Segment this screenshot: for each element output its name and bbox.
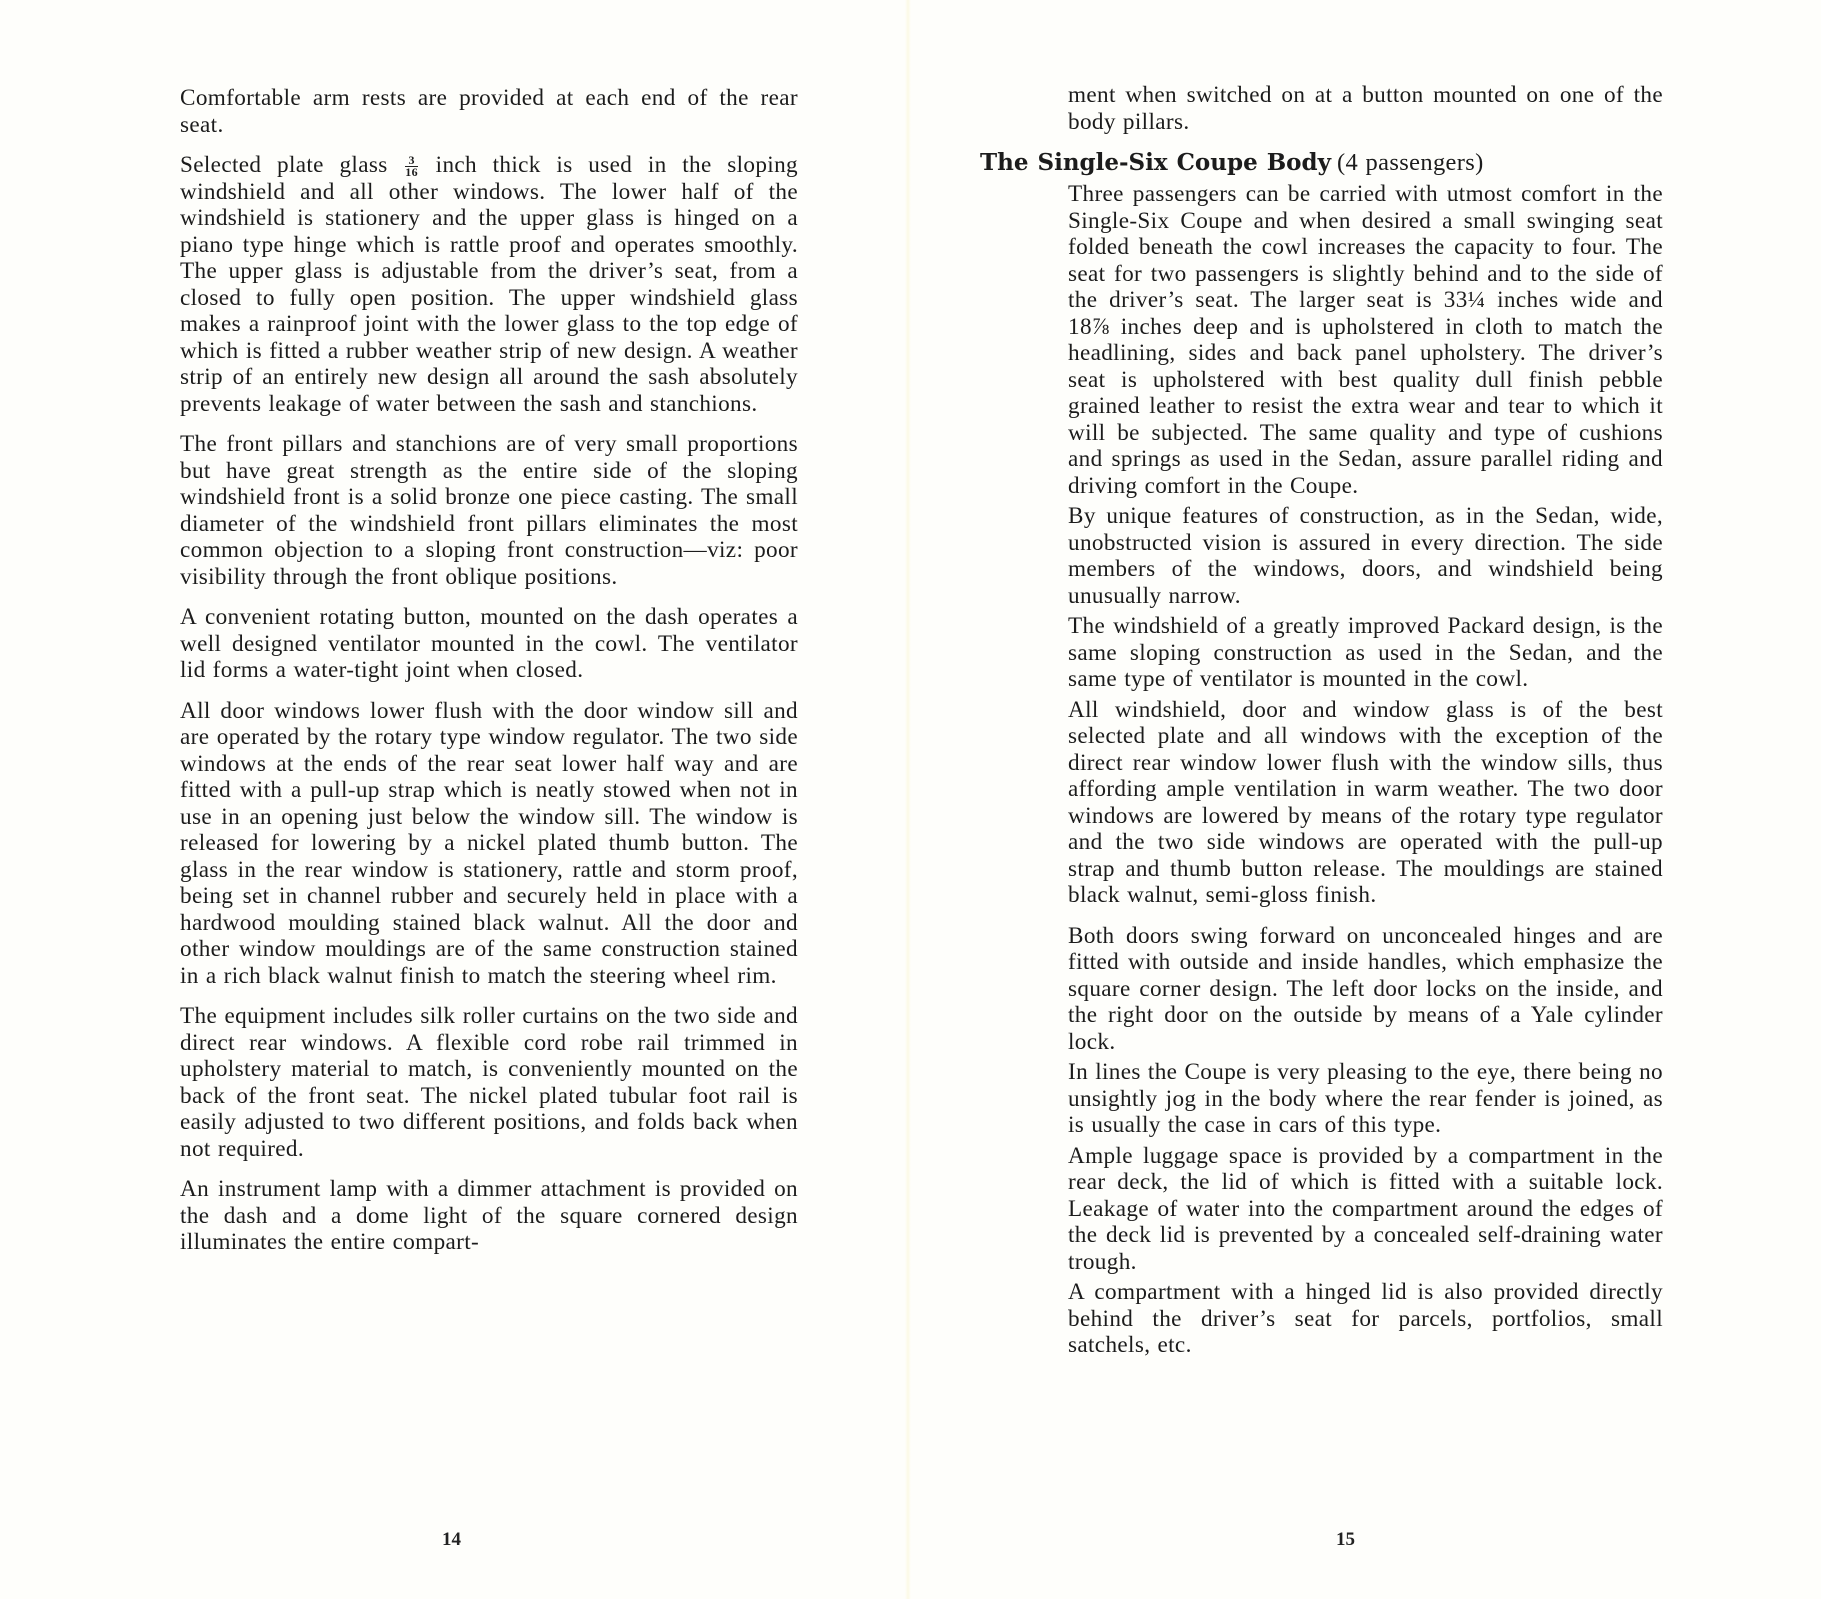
paragraph-plate-glass (180, 152, 798, 417)
paragraph-ventilator: A convenient rotating button, mounted on the dash operates a well designed ventilator mounted in the cowl. The ventilator lid forms a water-tight joint when closed. (180, 604, 798, 683)
paragraph-plate-glass-lead: Selected plate glass (180, 152, 388, 178)
paragraph-front-pillars: The front pillars and stanchions are of very small proportions but have great strength as the entire side of the sloping windshield front is a solid bronze one piece casting. The small diameter of the windshield front pillars eliminates the most common objection to a sloping front construction—viz: poor visibility through the front oblique positions. (180, 431, 798, 590)
fraction-denominator: 16 (405, 165, 418, 180)
paragraph-windshield: The windshield of a greatly improved Packard design, is the same sloping construction as used in the Sedan, and the same type of ventilator is mounted in the cowl. (1068, 613, 1663, 692)
page-15-text-column (980, 82, 1663, 1363)
paragraph-vision: By unique features of construction, as in the Sedan, wide, unobstructed vision is assured in every direction. The side members of the windows, doors, and windshield being unusually narrow. (1068, 503, 1663, 609)
paragraph-door-windows: All door windows lower flush with the door window sill and are operated by the rotary type window regulator. The two side windows at the ends of the rear seat lower half way and are fitted with a pull-up strap which is neatly stowed when not in use in an opening just below the window sill. The window is released for lowering by a nickel plated thumb button. The glass in the rear window is stationery, rattle and storm proof, being set in channel rubber and securely held in place with a hardwood moulding stained black walnut. All the door and other window mouldings are of the same construction stained in a rich black walnut finish to match the steering wheel rim. (180, 697, 798, 989)
paragraph-equipment: The equipment includes silk roller curtains on the two side and direct rear windows. A flexible cord robe rail trimmed in upholstery material to match, is conveniently mounted on the back of the front seat. The nickel plated tubular foot rail is easily adjusted to two different positions, and folds back when not required. (180, 1003, 798, 1162)
paragraph-instrument-lamp: An instrument lamp with a dimmer attachment is provided on the dash and a dome light of the square cornered design illuminates the entire compart- (180, 1176, 798, 1255)
page-14 (0, 0, 905, 1599)
page-15 (911, 0, 1821, 1599)
section-heading (980, 149, 1663, 177)
section-subtitle: (4 passengers) (1336, 149, 1484, 176)
paragraph-passengers: Three passengers can be carried with utmost comfort in the Single-Six Coupe and when desired a small swinging seat folded beneath the cowl increases the capacity to four. The seat for two passengers is slightly behind and to the side of the driver’s seat. The larger seat is 33¼ inches wide and 18⅞ inches deep and is upholstered in cloth to match the headlining, sides and back panel upholstery. The driver’s seat is upholstered with best quality dull finish pebble grained leather to resist the extra wear and tear to which it will be subjected. The same quality and type of cushions and springs as used in the Sedan, assure parallel riding and driving comfort in the Coupe. (1068, 181, 1663, 499)
paragraph-luggage: Ample luggage space is provided by a compartment in the rear deck, the lid of which is fitted with a suitable lock. Leakage of water into the compartment around the edges of the deck lid is prevented by a concealed self-draining water trough. (1068, 1142, 1663, 1275)
fraction-numerator: 3 (405, 155, 418, 167)
paragraph-arm-rests: Comfortable arm rests are provided at each end of the rear seat. (180, 85, 798, 138)
page-14-text-column (180, 85, 798, 1270)
fraction-three-sixteenths (405, 155, 418, 178)
page-number: 14 (442, 1529, 461, 1550)
paragraph-lines: In lines the Coupe is very pleasing to the eye, there being no unsightly jog in the body where the rear fender is joined, as is usually the case in cars of this type. (1068, 1059, 1663, 1138)
paragraph-doors: Both doors swing forward on unconcealed hinges and are fitted with outside and inside handles, which emphasize the square corner design. The left door locks on the inside, and the right door on the outside by means of a Yale cylinder lock. (1068, 922, 1663, 1055)
paragraph-glass: All windshield, door and window glass is of the best selected plate and all windows with the exception of the direct rear window lower flush with the window sills, thus affording ample ventilation in warm weather. The two door windows are lowered by means of the rotary type regulator and the two side windows are operated with the pull-up strap and thumb button release. The mouldings are stained black walnut, semi-gloss finish. (1068, 696, 1663, 908)
page-number: 15 (1336, 1529, 1355, 1550)
paragraph-plate-glass-rest: inch thick is used in the sloping windshield and all other windows. The lower half of the windshield is stationery and the upper glass is hinged on a piano type hinge which is rattle proof and operates smoothly. The upper glass is adjustable from the driver’s seat, from a closed to fully open position. The upper windshield glass makes a rainproof joint with the lower glass to the top edge of which is fitted a rubber weather strip of new design. A weather strip of an entirely new design all around the sash absolutely prevents leakage of water between the sash and stanchions. (180, 152, 798, 417)
paragraph-compartment: A compartment with a hinged lid is also provided directly behind the driver’s seat for parcels, portfolios, small satchels, etc. (1068, 1279, 1663, 1358)
paragraph-continuation: ment when switched on at a button mounted on one of the body pillars. (1068, 82, 1663, 135)
section-title: The Single-Six Coupe Body (980, 149, 1331, 176)
